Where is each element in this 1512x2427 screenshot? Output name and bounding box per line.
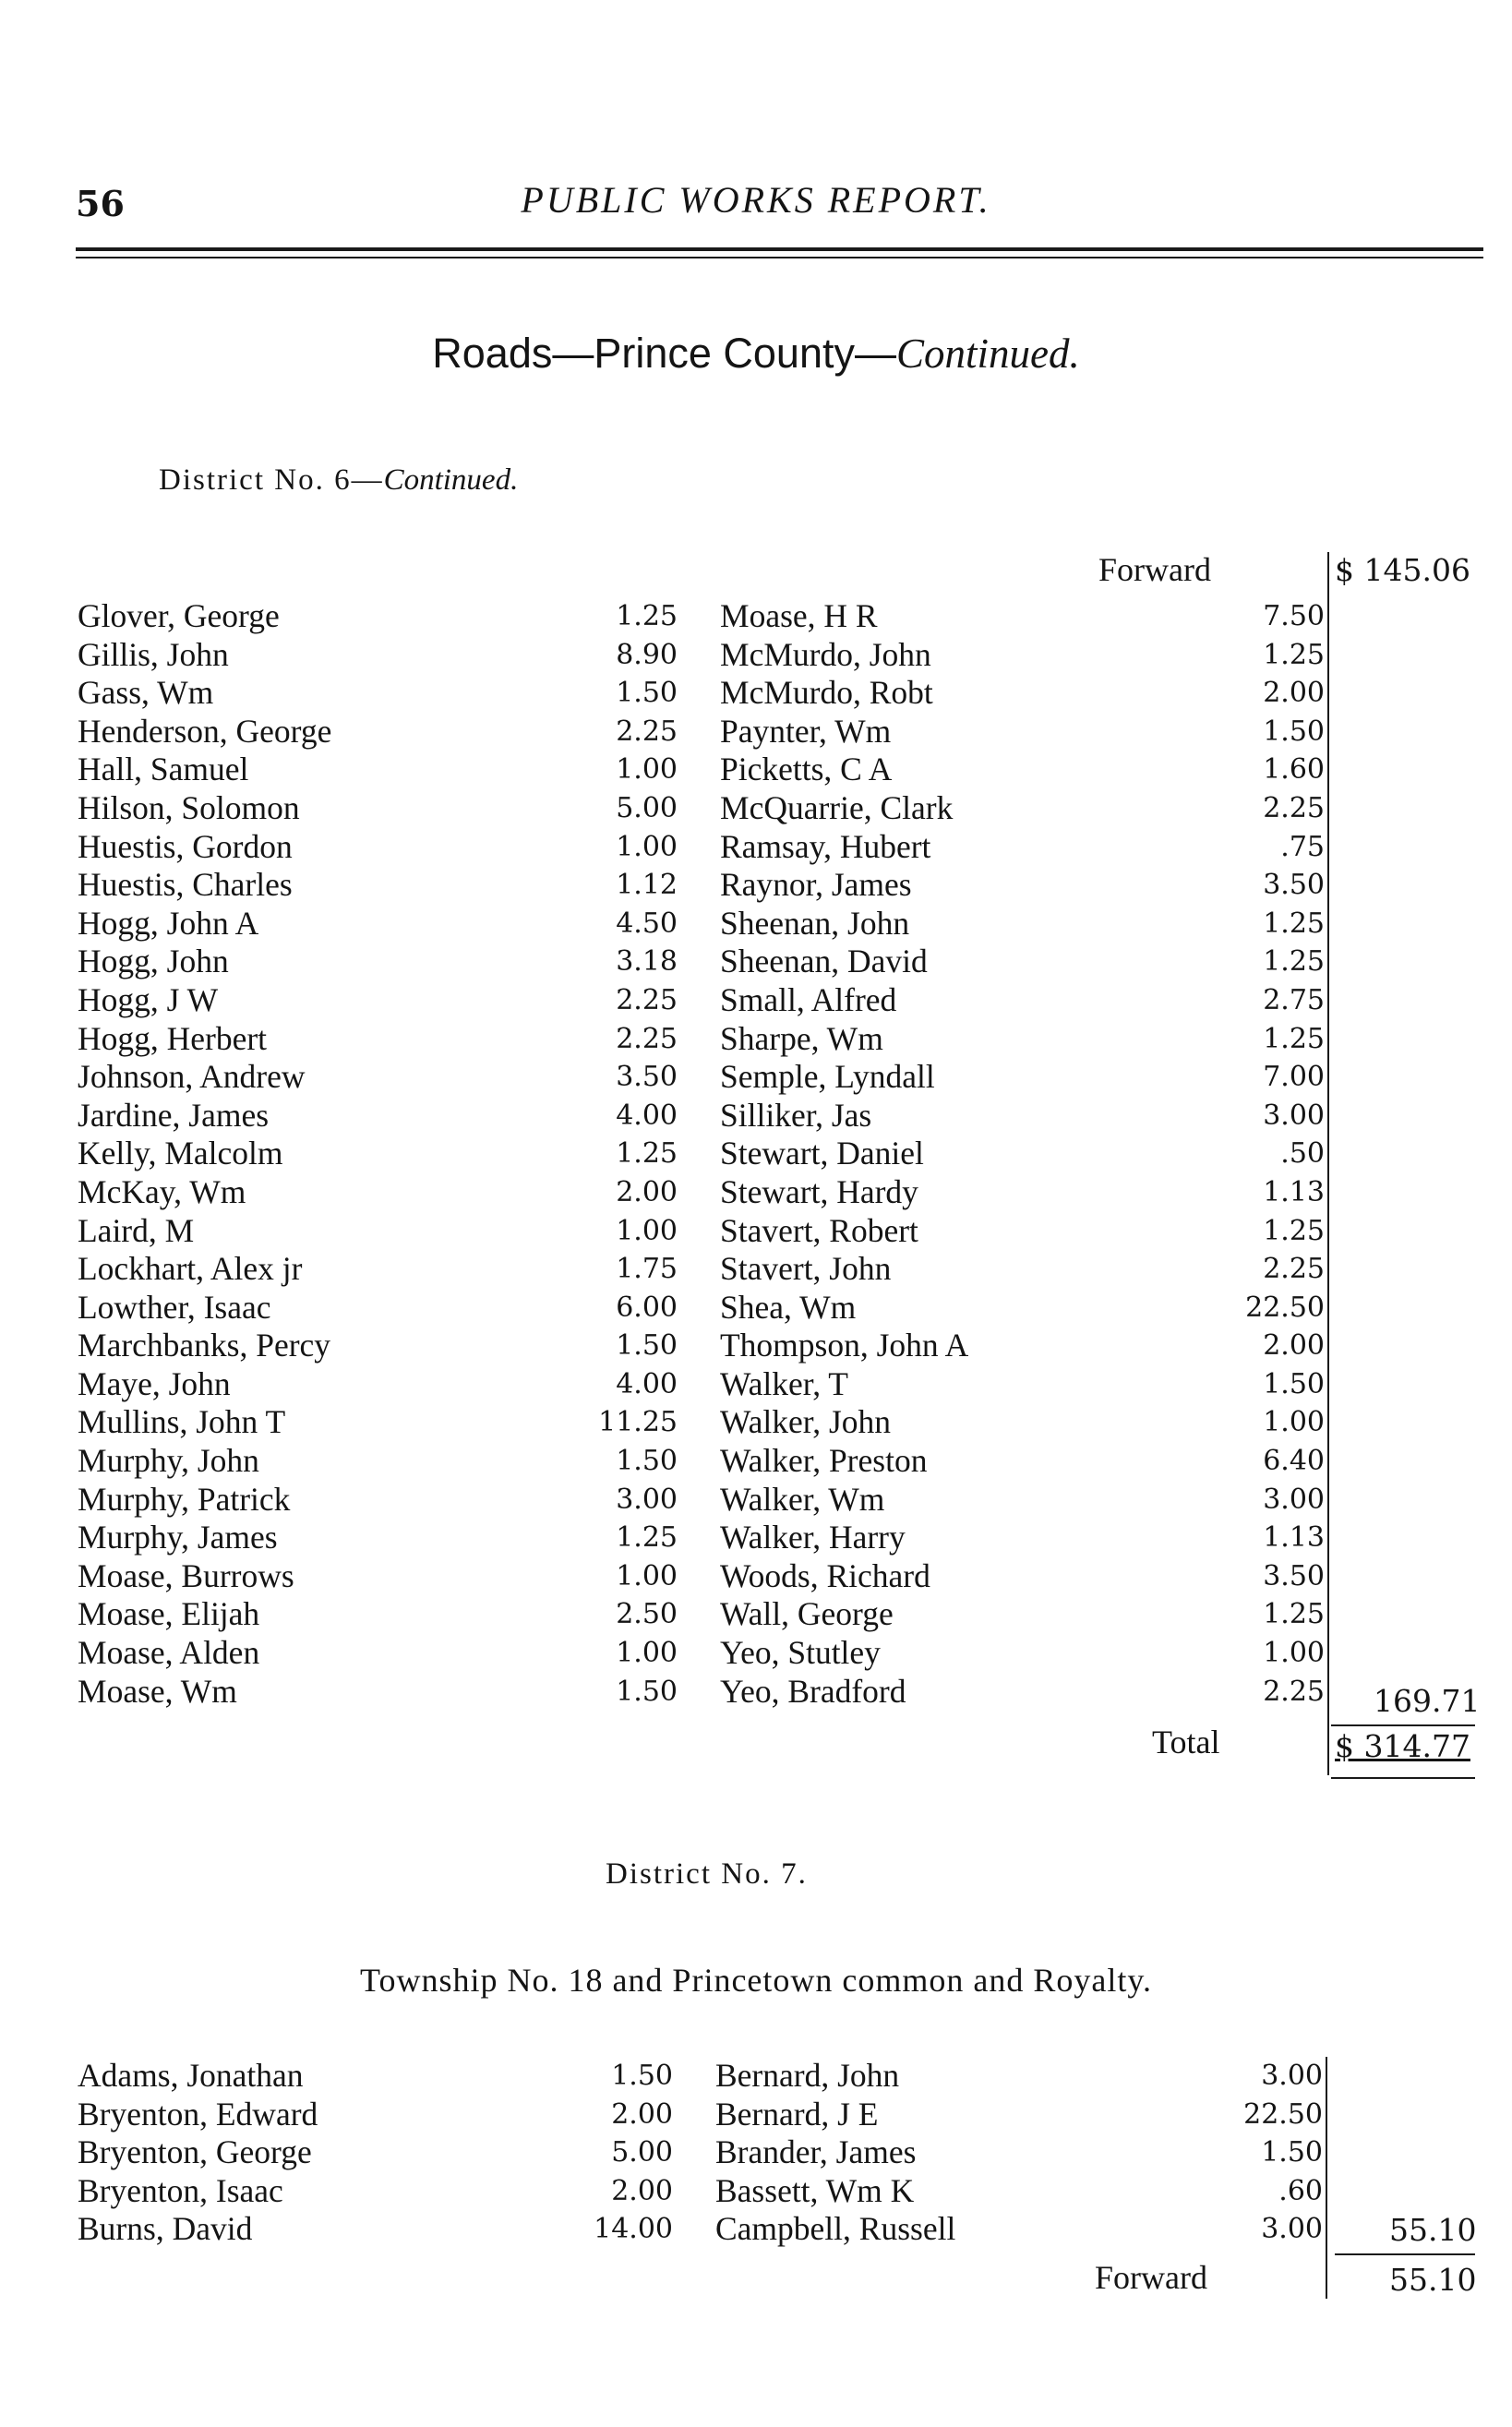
- table-row: [78, 2133, 673, 2172]
- payee-name: Bernard, John: [715, 2057, 900, 2094]
- payee-amount: 1.25: [1263, 1598, 1325, 1631]
- payee-name: Stewart, Daniel: [720, 1135, 924, 1172]
- table-row: [715, 2210, 1323, 2249]
- payee-amount: 22.50: [1243, 2097, 1323, 2131]
- table-row: [78, 1595, 678, 1634]
- table-row: [720, 905, 1325, 943]
- payee-name: Hilson, Solomon: [78, 788, 300, 826]
- payee-amount: 1.25: [1263, 638, 1325, 671]
- table-row: [78, 1250, 678, 1289]
- payee-amount: 1.00: [616, 753, 678, 787]
- payee-name: Moase, H R: [720, 597, 878, 634]
- payee-amount: 6.00: [616, 1291, 678, 1324]
- table-row: [78, 597, 678, 636]
- table-row: [78, 789, 678, 828]
- payee-amount: 1.13: [1263, 1521, 1325, 1555]
- table-row: [78, 1173, 678, 1212]
- table-row: [78, 943, 678, 981]
- payee-name: Walker, Harry: [720, 1519, 906, 1556]
- payee-amount: 6.40: [1263, 1445, 1325, 1478]
- table-row: [720, 713, 1325, 751]
- payee-name: Lockhart, Alex jr: [78, 1250, 303, 1288]
- table-row: [720, 1289, 1325, 1328]
- section-title-main: Roads—Prince County—: [432, 330, 896, 377]
- table-row: [720, 1595, 1325, 1634]
- payee-amount: 1.50: [616, 1445, 678, 1478]
- table-row: [78, 1212, 678, 1251]
- district-6-total-double-rule: [1331, 1777, 1475, 1779]
- payee-amount: 2.25: [616, 715, 678, 748]
- payee-name: Bernard, J E: [715, 2095, 879, 2133]
- table-row: [715, 2133, 1323, 2172]
- table-row: [78, 1557, 678, 1596]
- district-6-label: District No. 6—: [159, 463, 384, 497]
- payee-name: Wall, George: [720, 1595, 894, 1633]
- table-row: [720, 1212, 1325, 1251]
- table-row: [720, 1481, 1325, 1520]
- table-row: [78, 1673, 678, 1712]
- table-row: [78, 981, 678, 1020]
- payee-name: Bassett, Wm K: [715, 2171, 915, 2209]
- payee-name: Stavert, John: [720, 1250, 892, 1288]
- table-row: [78, 636, 678, 675]
- payee-name: Walker, John: [720, 1403, 892, 1441]
- table-row: [720, 828, 1325, 867]
- payee-amount: .50: [1280, 1137, 1325, 1171]
- table-row: [720, 1327, 1325, 1365]
- payee-name: Johnson, Andrew: [78, 1058, 306, 1096]
- district-7-forward-amount: 55.10: [1389, 2262, 1477, 2298]
- table-row: [720, 1519, 1325, 1557]
- payee-name: Mullins, John T: [78, 1403, 286, 1441]
- payee-amount: 2.00: [611, 2097, 673, 2131]
- table-row: [720, 943, 1325, 981]
- district-6-continued: Continued.: [383, 463, 519, 497]
- page-number: 56: [76, 183, 125, 224]
- payee-amount: 3.50: [1263, 1559, 1325, 1592]
- table-row: [78, 1442, 678, 1481]
- payee-amount: .75: [1280, 830, 1325, 863]
- payee-name: Bryenton, Edward: [78, 2095, 318, 2133]
- payee-amount: 1.00: [616, 830, 678, 863]
- payee-amount: 2.75: [1263, 983, 1325, 1016]
- payee-name: Sheenan, David: [720, 943, 928, 980]
- district-7-forward-label: Forward: [1095, 2259, 1207, 2296]
- payee-name: Yeo, Stutley: [720, 1634, 881, 1672]
- payee-name: Gass, Wm: [78, 674, 214, 712]
- payee-amount: 4.00: [616, 1099, 678, 1132]
- payee-amount: 3.00: [616, 1483, 678, 1516]
- payee-amount: 3.00: [1263, 1483, 1325, 1516]
- payee-amount: 3.00: [1261, 2060, 1323, 2092]
- payee-amount: 1.60: [1263, 753, 1325, 787]
- payee-amount: 2.00: [616, 1175, 678, 1208]
- payee-name: Paynter, Wm: [720, 712, 892, 750]
- payee-name: Henderson, George: [78, 712, 332, 750]
- payee-amount: 1.00: [616, 1637, 678, 1670]
- payee-amount: 5.00: [611, 2136, 673, 2169]
- district-7-left-column: [78, 2057, 673, 2249]
- payee-name: Marchbanks, Percy: [78, 1327, 331, 1364]
- payee-name: Hogg, John: [78, 943, 229, 980]
- payee-name: Sharpe, Wm: [720, 1019, 883, 1057]
- payee-amount: 2.50: [616, 1598, 678, 1631]
- payee-amount: 1.25: [616, 600, 678, 632]
- payee-amount: 3.50: [616, 1061, 678, 1094]
- payee-name: Sheenan, John: [720, 904, 910, 942]
- district-7-subtotal-rule: [1335, 2253, 1475, 2255]
- payee-amount: 2.25: [1263, 1253, 1325, 1286]
- payee-amount: 1.25: [1263, 1022, 1325, 1055]
- payee-amount: 3.00: [1261, 2213, 1323, 2246]
- payee-name: Bryenton, George: [78, 2133, 312, 2171]
- payee-amount: 1.25: [1263, 907, 1325, 940]
- payee-name: Huestis, Gordon: [78, 827, 293, 865]
- payee-name: Hogg, John A: [78, 904, 259, 942]
- payee-name: Huestis, Charles: [78, 866, 293, 904]
- district-6-right-column: [720, 597, 1325, 1711]
- district-6-subtotal: 169.71: [1374, 1683, 1481, 1719]
- payee-name: Murphy, James: [78, 1519, 278, 1556]
- payee-amount: 2.25: [616, 1022, 678, 1055]
- payee-name: McMurdo, John: [720, 635, 931, 673]
- payee-name: Kelly, Malcolm: [78, 1135, 283, 1172]
- table-row: [720, 1634, 1325, 1673]
- payee-amount: 14.00: [594, 2213, 673, 2246]
- payee-name: Thompson, John A: [720, 1327, 969, 1364]
- payee-amount: 1.25: [616, 1521, 678, 1555]
- table-row: [78, 751, 678, 789]
- payee-name: Hall, Samuel: [78, 751, 249, 788]
- payee-amount: 5.00: [616, 791, 678, 824]
- payee-name: Walker, Preston: [720, 1442, 928, 1480]
- payee-name: Lowther, Isaac: [78, 1288, 271, 1326]
- header-rule-top: [76, 247, 1483, 251]
- payee-name: Moase, Alden: [78, 1634, 260, 1672]
- table-row: [720, 1097, 1325, 1135]
- payee-name: Yeo, Bradford: [720, 1672, 906, 1710]
- district-7-right-column: [715, 2057, 1323, 2249]
- payee-amount: 3.00: [1263, 1099, 1325, 1132]
- table-row: [78, 2096, 673, 2134]
- table-row: [720, 1442, 1325, 1481]
- payee-name: Laird, M: [78, 1211, 195, 1249]
- payee-name: McQuarrie, Clark: [720, 788, 954, 826]
- table-row: [78, 828, 678, 867]
- payee-name: Silliker, Jas: [720, 1096, 872, 1134]
- table-row: [720, 1365, 1325, 1404]
- payee-amount: 1.13: [1263, 1175, 1325, 1208]
- payee-amount: 2.00: [1263, 677, 1325, 710]
- payee-amount: 8.90: [616, 638, 678, 671]
- table-row: [715, 2057, 1323, 2096]
- payee-name: Woods, Richard: [720, 1556, 930, 1594]
- payee-name: Maye, John: [78, 1364, 231, 1402]
- payee-amount: 1.12: [616, 869, 678, 902]
- table-row: [720, 1403, 1325, 1442]
- payee-amount: 4.50: [616, 907, 678, 940]
- table-row: [78, 905, 678, 943]
- payee-amount: 1.00: [1263, 1637, 1325, 1670]
- table-row: [720, 674, 1325, 713]
- table-row: [78, 2057, 673, 2096]
- table-row: [720, 1058, 1325, 1097]
- payee-amount: 1.00: [1263, 1406, 1325, 1439]
- table-row: [715, 2172, 1323, 2211]
- section-title: [0, 330, 1512, 378]
- payee-amount: 1.50: [1261, 2136, 1323, 2169]
- payee-amount: 1.50: [616, 1675, 678, 1708]
- section-title-continued: Continued.: [895, 330, 1080, 377]
- payee-name: Burns, David: [78, 2210, 253, 2248]
- payee-amount: .60: [1278, 2174, 1323, 2207]
- payee-name: Brander, James: [715, 2133, 917, 2171]
- table-row: [78, 2210, 673, 2249]
- table-row: [720, 1135, 1325, 1173]
- payee-amount: 7.50: [1263, 600, 1325, 632]
- payee-amount: 1.75: [616, 1253, 678, 1286]
- payee-name: Gillis, John: [78, 635, 229, 673]
- table-row: [720, 981, 1325, 1020]
- table-row: [78, 1097, 678, 1135]
- payee-amount: 1.50: [1263, 1367, 1325, 1400]
- district-6-column-rule: [1327, 552, 1329, 1775]
- table-row: [78, 1327, 678, 1365]
- district-6-total-label: Total: [1152, 1724, 1220, 1760]
- payee-name: Adams, Jonathan: [78, 2057, 304, 2094]
- table-row: [78, 1519, 678, 1557]
- running-title: PUBLIC WORKS REPORT.: [521, 179, 991, 221]
- district-7-heading: District No. 7.: [606, 1857, 808, 1891]
- district-7-subtotal: 55.10: [1389, 2212, 1477, 2248]
- table-row: [78, 1634, 678, 1673]
- payee-amount: 2.25: [1263, 1675, 1325, 1708]
- district-6-heading: [159, 463, 518, 498]
- payee-name: Semple, Lyndall: [720, 1058, 935, 1096]
- payee-name: Moase, Burrows: [78, 1556, 294, 1594]
- payee-name: Moase, Wm: [78, 1672, 237, 1710]
- table-row: [78, 1020, 678, 1059]
- header-rule-bottom: [76, 257, 1483, 258]
- table-row: [720, 597, 1325, 636]
- table-row: [78, 1058, 678, 1097]
- payee-name: Ramsay, Hubert: [720, 827, 931, 865]
- payee-amount: 3.50: [1263, 869, 1325, 902]
- district-7-column-rule: [1326, 2057, 1327, 2299]
- district-6-total-amount: $ 314.77: [1335, 1728, 1470, 1764]
- payee-name: Stavert, Robert: [720, 1211, 918, 1249]
- district-6-forward-label: Forward: [1098, 551, 1211, 588]
- table-row: [720, 1557, 1325, 1596]
- table-row: [78, 1365, 678, 1404]
- payee-name: McKay, Wm: [78, 1172, 246, 1210]
- table-row: [720, 1020, 1325, 1059]
- district-6-subtotal-rule: [1331, 1724, 1475, 1726]
- payee-name: Shea, Wm: [720, 1288, 857, 1326]
- payee-amount: 1.50: [616, 1329, 678, 1363]
- payee-amount: 1.25: [1263, 1214, 1325, 1247]
- table-row: [78, 674, 678, 713]
- payee-name: Bryenton, Isaac: [78, 2171, 283, 2209]
- payee-amount: 7.00: [1263, 1061, 1325, 1094]
- table-row: [720, 751, 1325, 789]
- table-row: [720, 1250, 1325, 1289]
- payee-amount: 1.00: [616, 1559, 678, 1592]
- payee-name: Walker, Wm: [720, 1480, 885, 1518]
- payee-name: Jardine, James: [78, 1096, 270, 1134]
- table-row: [78, 1135, 678, 1173]
- payee-amount: 22.50: [1245, 1291, 1325, 1324]
- payee-amount: 1.25: [1263, 945, 1325, 979]
- table-row: [720, 866, 1325, 905]
- payee-amount: 1.50: [1263, 715, 1325, 748]
- table-row: [78, 713, 678, 751]
- payee-amount: 3.18: [616, 945, 678, 979]
- table-row: [78, 1289, 678, 1328]
- table-row: [720, 1673, 1325, 1712]
- table-row: [78, 866, 678, 905]
- payee-name: Moase, Elijah: [78, 1595, 260, 1633]
- table-row: [78, 1403, 678, 1442]
- payee-name: McMurdo, Robt: [720, 674, 933, 712]
- table-row: [78, 1481, 678, 1520]
- table-row: [720, 1173, 1325, 1212]
- table-row: [720, 789, 1325, 828]
- payee-name: Stewart, Hardy: [720, 1172, 918, 1210]
- payee-amount: 1.25: [616, 1137, 678, 1171]
- payee-name: Murphy, Patrick: [78, 1480, 291, 1518]
- payee-amount: 2.00: [611, 2174, 673, 2207]
- payee-name: Hogg, J W: [78, 980, 219, 1018]
- payee-name: Campbell, Russell: [715, 2210, 956, 2248]
- payee-name: Glover, George: [78, 597, 280, 634]
- payee-name: Walker, T: [720, 1364, 848, 1402]
- payee-amount: 2.25: [1263, 791, 1325, 824]
- table-row: [78, 2172, 673, 2211]
- payee-amount: 4.00: [616, 1367, 678, 1400]
- payee-amount: 1.50: [616, 677, 678, 710]
- payee-name: Hogg, Herbert: [78, 1019, 268, 1057]
- payee-amount: 1.50: [611, 2060, 673, 2092]
- payee-amount: 2.00: [1263, 1329, 1325, 1363]
- table-row: [715, 2096, 1323, 2134]
- payee-name: Murphy, John: [78, 1442, 259, 1480]
- payee-amount: 11.25: [598, 1406, 678, 1439]
- district-6-forward-amount: $ 145.06: [1335, 552, 1470, 588]
- payee-name: Picketts, C A: [720, 751, 893, 788]
- payee-name: Raynor, James: [720, 866, 912, 904]
- district-6-left-column: [78, 597, 678, 1711]
- table-row: [720, 636, 1325, 675]
- district-7-township: Township No. 18 and Princetown common and Royalty.: [359, 1962, 1153, 1999]
- payee-name: Small, Alfred: [720, 980, 897, 1018]
- payee-amount: 2.25: [616, 983, 678, 1016]
- payee-amount: 1.00: [616, 1214, 678, 1247]
